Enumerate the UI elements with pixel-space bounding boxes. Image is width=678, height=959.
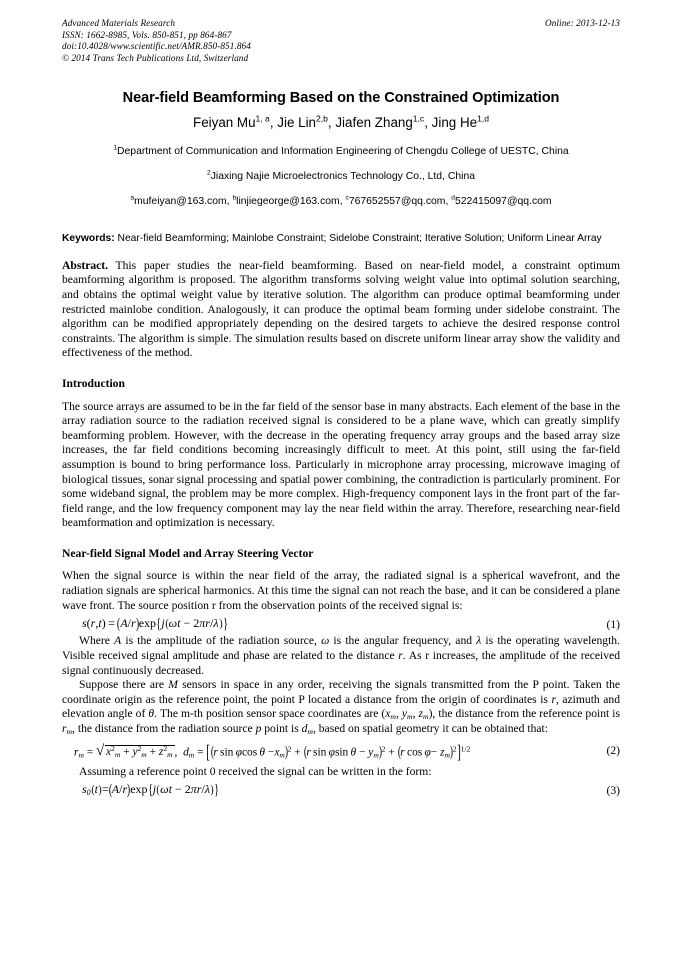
txt: , based on spatial geometry it can be obtained that: [312, 722, 548, 736]
sym-r: r [551, 692, 556, 706]
journal-name: Advanced Materials Research [62, 18, 176, 28]
paragraph-reference-point: Assuming a reference point 0 received the signal can be written in the form: [79, 764, 432, 778]
eq2-y2-sub: m [373, 750, 379, 760]
eq3-minus: − [174, 782, 182, 797]
eq2-group1-sup: 2 [287, 744, 292, 754]
eq2-minus2: − [358, 746, 366, 759]
sym-r: r [398, 649, 403, 663]
eq1-s: s [82, 616, 87, 631]
eq3-s: s [82, 782, 87, 797]
eq3-omega: ω [160, 782, 169, 797]
author-list [62, 114, 620, 131]
txt: is the amplitude of the radiation source, [121, 634, 322, 648]
journal-issn-line: ISSN: 1662-8985, Vols. 850-851, pp 864-867 [62, 29, 232, 40]
eq2-phi2: φ [328, 746, 335, 759]
eq2-cos1: cos [241, 746, 258, 759]
txt: is the operating wavelength. Visible received signal amplitude and phase are related to the distance [62, 634, 620, 663]
eq3-lambda: λ [204, 782, 210, 797]
equation-1 [62, 616, 620, 633]
sym-x: x [385, 707, 391, 721]
eq2-radicand [105, 745, 174, 758]
eq1-comma: , [95, 616, 99, 631]
eq3-t2: t [168, 782, 172, 797]
paragraph-suppose-M-sensors [62, 678, 620, 736]
author-separator: , [424, 115, 432, 131]
email-marker: d [451, 194, 455, 202]
email-marker: c [345, 194, 349, 202]
author-entry [335, 115, 431, 130]
eq3-pi: π [190, 782, 197, 797]
eq2-x-sup: 2 [111, 744, 115, 754]
eq3-s-sub: 0 [86, 788, 91, 798]
txt: , [395, 707, 402, 721]
author-name: Jiafen Zhang [335, 115, 413, 131]
equation-3 [62, 782, 620, 799]
sym-p: p [255, 722, 262, 736]
eq3-r2: r [196, 782, 202, 797]
equation-1-number: (1) [606, 618, 620, 632]
eq1-A: A [120, 616, 128, 631]
author-affiliation-marker: 1, a [255, 113, 270, 124]
email-separator: , [226, 196, 233, 208]
sym-lambda: λ [476, 634, 482, 648]
email-address: 522415097@qq.com [454, 196, 552, 208]
equation-3-number: (3) [606, 784, 620, 798]
txt: , [412, 707, 419, 721]
sym-dm-sub: m [307, 727, 313, 737]
email-address: mufeiyan@163.com [134, 196, 227, 208]
author-affiliation-marker: 2,b [316, 113, 328, 124]
eq1-r3: r [205, 616, 210, 631]
signal-model-paragraph: When the signal source is within the near field of the array, the radiated signal is a spherical wavefront, and the radiation signals are spherical harmonics. At this time the signal can not reach the base, and it can be considered a plane wave front. The source position r from the observation points of the received signal is: [62, 569, 620, 612]
eq2-x: x [106, 746, 112, 759]
eq2-sin3: sin [334, 746, 349, 759]
eq3-slash: / [119, 782, 123, 797]
eq1-slash2: / [209, 616, 214, 631]
equation-1-body: s(r,t) = (A/r)exp{j(ωt − 2πr/λ)} [82, 616, 228, 633]
txt: is the angular frequency, and [329, 634, 477, 648]
txt: point is [261, 722, 302, 736]
sym-z-sub: m [423, 712, 429, 722]
equation-2 [62, 742, 620, 764]
email-entry [130, 196, 232, 207]
section-heading-introduction: Introduction [62, 376, 125, 390]
email-entry [345, 196, 451, 207]
eq2-plus3: + [294, 746, 301, 759]
eq1-lambda: λ [213, 616, 219, 631]
eq2-group2-sup: 2 [381, 744, 386, 754]
email-entry [232, 196, 345, 207]
eq1-exp: exp [138, 616, 157, 631]
eq2-phi3: φ [424, 746, 431, 759]
keywords-label: Keywords: [62, 233, 115, 245]
eq2-d-sub: m [188, 750, 195, 760]
eq2-r-sub: m [78, 750, 84, 760]
txt: . The m-th position sensor space coordinates are ( [154, 707, 386, 721]
eq2-x2-sub: m [279, 750, 285, 760]
txt: , azimuth and elevation angle of [62, 692, 620, 721]
eq3-j: j [152, 782, 157, 797]
eq2-sin2: sin [313, 746, 327, 759]
eq2-r4: r [400, 746, 405, 759]
journal-doi-line: doi:10.4028/www.scientific.net/AMR.850-851.864 [62, 41, 251, 52]
author-entry [277, 115, 335, 130]
email-address: 767652557@qq.com [348, 196, 446, 208]
sym-M: M [168, 678, 178, 692]
eq2-z2: z [440, 746, 445, 759]
affiliation-marker: 1 [113, 144, 118, 152]
txt: sensors in space in any order, receiving the signals transmitted from the P point. Taken the coordinate origin as the reference point, the point P located a distance from the origin of coordinates is [62, 678, 621, 706]
eq2-z-sup: 2 [163, 744, 168, 754]
eq2-sqrt [96, 744, 174, 758]
eq1-paren-open: ( [86, 616, 91, 631]
eq3-slash2: / [201, 782, 205, 797]
eq1-t2: t [177, 616, 181, 631]
eq2-sin1: sin [220, 746, 234, 759]
sym-A: A [114, 634, 122, 648]
paper-title: Near-field Beamforming Based on the Constrained Optimization [122, 90, 560, 107]
eq2-z: z [158, 746, 164, 759]
eq3-equals: = [101, 782, 109, 797]
email-marker: a [130, 194, 135, 202]
abstract-label: Abstract. [62, 258, 109, 272]
eq2-plus2: + [149, 746, 157, 759]
txt: Where [79, 634, 115, 648]
sym-y: y [401, 707, 408, 721]
eq2-minus3: − [430, 746, 438, 759]
eq1-pi: π [199, 616, 206, 631]
eq2-outer-exponent: 1/2 [460, 744, 471, 754]
sym-rm: r [62, 722, 67, 736]
keywords-block [62, 232, 620, 245]
equation-3-body: $s_0(t)=(A/r)\exp\{j(\omega t - 2\pi r/\lambda)\}$ [82, 782, 220, 799]
eq3-t: t [94, 782, 98, 797]
paragraph-where-A [62, 634, 620, 678]
eq2-phi1: φ [235, 746, 242, 759]
eq2-x2: x [274, 746, 280, 759]
eq1-minus: − [183, 616, 191, 631]
journal-copyright-line: © 2014 Trans Tech Publications Ltd, Switzerland [62, 52, 249, 63]
affiliation-2 [62, 170, 620, 183]
eq2-equals: = [86, 746, 94, 759]
email-list [62, 195, 620, 208]
author-name: Feiyan Mu [193, 115, 256, 131]
email-separator: , [445, 196, 452, 208]
eq2-y-sub: m [141, 750, 147, 760]
sym-rm-sub: m [66, 727, 73, 737]
eq2-y2: y [368, 746, 374, 759]
affiliation-1 [62, 145, 620, 158]
affiliation-marker: 2 [206, 169, 211, 177]
eq1-j: j [161, 616, 165, 631]
eq3-exp: exp [130, 782, 148, 797]
email-separator: , [339, 196, 346, 208]
eq2-theta2: θ [350, 746, 357, 759]
eq2-plus1: + [123, 746, 130, 759]
author-entry [193, 115, 277, 130]
journal-header [62, 18, 620, 64]
eq3-A: A [111, 782, 120, 797]
author-entry [432, 115, 489, 130]
eq2-r2: r [213, 746, 218, 759]
eq2-plus4: + [388, 746, 395, 759]
eq2-x-sub: m [114, 750, 121, 760]
author-separator: , [327, 115, 336, 131]
affiliation-text: Department of Communication and Information Engineering of Chengdu College of UESTC, China [117, 146, 569, 158]
eq2-group3-sup: 2 [452, 744, 457, 754]
eq1-two: 2 [193, 616, 200, 631]
author-name: Jing He [431, 115, 478, 131]
author-affiliation-marker: 1,d [477, 113, 489, 124]
author-name: Jie Lin [277, 115, 316, 131]
eq2-z-sub: m [167, 750, 173, 760]
online-date: Online: 2013-12-13 [544, 18, 620, 28]
author-separator: , [269, 115, 278, 131]
email-address: linjiegeorge@163.com [236, 196, 340, 208]
sym-z: z [418, 707, 424, 721]
sym-dm: d [301, 722, 308, 736]
abstract-block [62, 259, 620, 361]
section-heading-signal-model: Near-field Signal Model and Array Steering Vector [62, 546, 314, 560]
eq2-r3: r [306, 746, 311, 759]
eq2-y-sup: 2 [137, 744, 142, 754]
eq1-r2: r [131, 616, 136, 631]
email-entry [451, 196, 551, 207]
eq2-z2-sub: m [444, 750, 450, 760]
eq2-y: y [132, 746, 138, 759]
sym-x-sub: m [390, 712, 396, 722]
eq2-cos2: cos [407, 746, 423, 759]
affiliation-text: Jiaxing Najie Microelectronics Technology Co., Ltd, China [210, 171, 476, 183]
txt: , the distance from the radiation source [72, 722, 256, 736]
txt: Suppose there are [79, 678, 169, 692]
eq2-minus1: − [267, 746, 275, 759]
txt: ), the distance from the reference point is [428, 707, 621, 721]
eq1-equals: = [108, 616, 115, 631]
introduction-paragraph: The source arrays are assumed to be in the far field of the sensor base in many abstracts. Each element of the base in the array radiation source to the radiation received signal is considered to be a plane wave, which can greatly simplify beamforming problem. However, with the decrease in the operating frequency array groups and the based array size increases, the far field conditions becoming increasingly difficult to meet. At this point, still using the far-field assumption is bound to bring performance loss. Particularly in microphone array processing, microwave imaging of biological tissues, sonar signal processing and spatial power combining, the contradiction is particularly prominent. For some wideband signal, the problem may be more complex. High-frequency component lays in the front part of the far-field range, and the low frequency component may lay the near field within the array. Therefore, researching near-field beamformation and optimization is necessary. [62, 399, 620, 530]
sym-theta: θ [148, 707, 155, 721]
eq2-theta1: θ [259, 746, 266, 759]
keywords-text: Near-field Beamforming; Mainlobe Constraint; Sidelobe Constraint; Iterative Solution; Uniform Linear Array [114, 233, 602, 245]
sym-omega: ω [321, 634, 330, 648]
equation-2-body: $r_m$ = √ $x^2_m + y^2_m + z^2_m$ , $d_m = [(r$ sin φcos $\theta -x_m)^2 + (r$ sin φsin $\theta - y_m)^2 + (r$ $\cos \varphi- z_m)^2]^{1/2}$ [62, 742, 470, 763]
sym-y-sub: m [407, 712, 413, 722]
eq1-slash: / [127, 616, 132, 631]
eq1-paren-close: ) [101, 616, 106, 631]
abstract-text: This paper studies the near-field beamforming. Based on near-field model, a constraint optimum beamforming algorithm is proposed. The algorithm transforms solving weight value into optimal solution searching, and obtains the optimal weight value by iterative solution. The algorithm can produce optimal beamforming under restricted mainlobe condition. Analogously, it can produce the optimal beam forming under sidelobe constraint. The algorithm can be modified appropriately depending on the desired targets to achieve the desired response control constraints. The algorithm is simple. The simulation results based on discrete uniform linear array show the validity and effectiveness of the method. [62, 258, 620, 360]
txt: . As r increases, the amplitude of the received signal continuously decreased. [62, 649, 620, 677]
eq2-d: d [183, 746, 189, 759]
eq2-r: r [74, 746, 79, 759]
eq1-r: r [90, 616, 96, 631]
eq1-omega: ω [168, 616, 178, 631]
eq2-comma: , [174, 746, 178, 759]
equation-2-number: (2) [606, 743, 620, 757]
eq2-equals2: = [197, 746, 204, 759]
eq3-r: r [122, 782, 128, 797]
author-affiliation-marker: 1,c [412, 113, 425, 124]
eq3-two: 2 [184, 782, 191, 797]
eq1-t: t [98, 616, 102, 631]
email-marker: b [232, 194, 237, 202]
